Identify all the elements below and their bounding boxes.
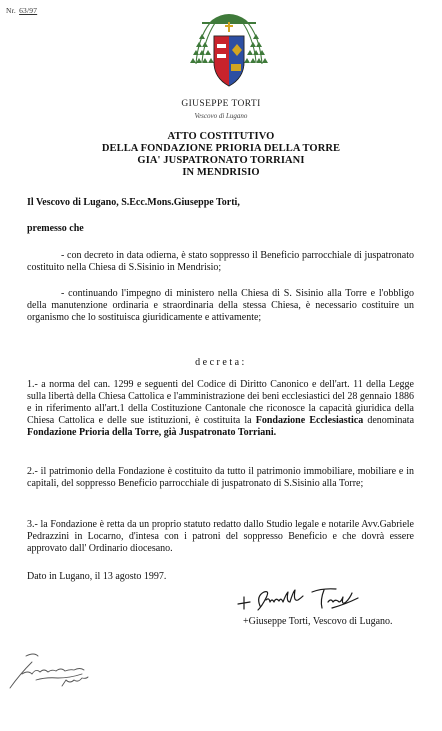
- title-line-1: ATTO COSTITUTIVO: [167, 131, 275, 142]
- bishop-name: GIUSEPPE TORTI: [181, 99, 261, 109]
- article-1-bold-1: Fondazione Ecclesiastica: [255, 415, 364, 426]
- premise-1: - con decreto in data odierna, è stato soppresso il Beneficio parrocchiale di juspatronato costituito nella Chiesa di S.Sisinio in Mendrisio;: [27, 250, 414, 273]
- article-1-text-b: denominata: [367, 415, 415, 426]
- premesso-line: premesso che: [27, 223, 84, 234]
- article-1-bold-2: Fondazione Prioria della Torre, già Juspatronato Torriani.: [27, 427, 277, 438]
- article-1-text-a: 1.- a norma del can. 1299 e seguenti del Codice di Diritto Canonico e dell'art. 11 della Legge sulla libertà della Chiesa Cattolica e l'amministrazione dei beni ecclesiastici del 28 gennaio 1886 e in riferimento all'art.1 della Costituzione Cantonale che riconosce la capacità giuridica della Chiesa Cattolica e delle sue istituzioni, è costituita la: [27, 379, 414, 426]
- decreta-heading: decreta:: [195, 357, 247, 368]
- date-place: Dato in Lugano, il 13 agosto 1997.: [27, 571, 167, 582]
- opening-line: Il Vescovo di Lugano, S.Ecc.Mons.Giuseppe Torti,: [27, 197, 240, 208]
- article-3: 3.- la Fondazione è retta da un proprio statuto redatto dallo Studio legale e notarile Avv.Gabriele Pedrazzini in Locarno, d'intesa con i patroni del soppresso Beneficio e che dovrà essere approvato dall' Ordinario diocesano.: [27, 519, 414, 554]
- handwritten-annotation-icon: [6, 644, 120, 694]
- title-line-4: IN MENDRISIO: [182, 167, 260, 178]
- coat-of-arms-icon: [188, 6, 270, 94]
- protocol-label: Nr.: [6, 6, 16, 15]
- article-2: 2.- il patrimonio della Fondazione è costituito da tutto il patrimonio immobiliare, mobiliare e in capitali, del soppresso Beneficio parrocchiale di juspatronato di S.Sisinio alla Torre;: [27, 466, 414, 489]
- protocol-value: 63/97: [19, 6, 38, 15]
- signer-line: +Giuseppe Torti, Vescovo di Lugano.: [243, 616, 393, 627]
- title-line-2: DELLA FONDAZIONE PRIORIA DELLA TORRE: [101, 143, 341, 154]
- protocol-number: [6, 6, 37, 15]
- article-1: [27, 379, 414, 439]
- title-line-3: GIA' JUSPATRONATO TORRIANI: [137, 155, 305, 166]
- premise-2: - continuando l'impegno di ministero nella Chiesa di S. Sisinio alla Torre e l'obbligo della manutenzione ordinaria e straordinaria della stessa Chiesa, è necessario costituire un organismo che lo sostituisca giuridicamente e attivamente;: [27, 288, 414, 323]
- bishop-title: Vescovo di Lugano: [194, 112, 248, 120]
- bishop-signature-icon: [236, 584, 362, 614]
